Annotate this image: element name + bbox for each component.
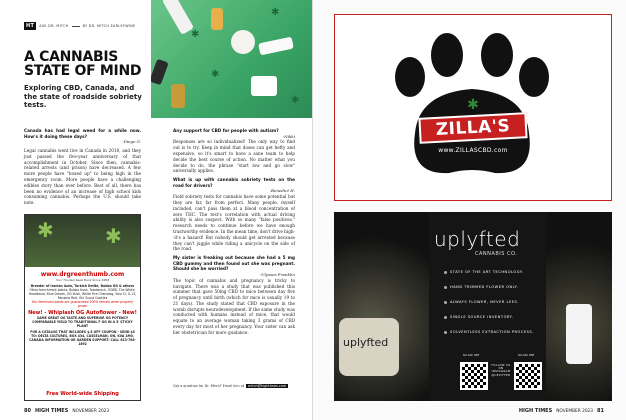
svg-text:✱: ✱	[467, 97, 479, 113]
cannabis-leaf-icon: ✱	[191, 29, 200, 40]
question-three-signature: -Benedict H.	[269, 188, 295, 194]
ad-url[interactable]: www.drgreenthumb.com	[40, 271, 125, 278]
tube-image	[162, 0, 194, 35]
bullet-icon	[444, 316, 447, 319]
column-name: ASK DR. MITCH	[39, 24, 69, 28]
column-one	[24, 128, 141, 206]
bullet-icon	[444, 331, 447, 334]
jar-image	[231, 30, 255, 54]
zillas-url[interactable]: www.ZILLASCBD.com	[438, 147, 508, 154]
oil-bottle-image	[171, 84, 185, 108]
column-two	[173, 128, 295, 336]
brand-name: HIGH TIMES	[518, 408, 553, 414]
answer-one: Legal cannabis went live in Canada in 2018, and they just passed the five-year anniversary of that accomplishment in October. Since then, cannabis-related arrests (and prison) have decreased. A few more people have "boxed up" to being high in the emergency room. More people have a challenging edibles story than ever before. Best of all, there has been no evidence of an increase of high school kids consuming cannabis. Perhaps the U.S. should take note.	[24, 147, 141, 206]
bullet-icon	[444, 301, 447, 304]
uplyfted-subtitle: CANNABIS CO.	[475, 251, 518, 257]
left-folio	[24, 408, 109, 414]
question-one-signature: -Diego G.	[122, 139, 141, 145]
ask-question-line	[173, 384, 293, 388]
paw-logo-icon	[335, 15, 611, 200]
question-four: My sister is freaking out because she had a 5 mg CBD gummy and then found out she was pregnant. Should she be worried?	[173, 255, 295, 272]
zillas-wordmark: ZILLA'S	[435, 116, 511, 140]
ad-shipping: Free World-wide Shipping	[46, 391, 119, 397]
ask-prefix: Got a question for Dr. Mitch? Email him at	[173, 384, 245, 388]
cannabis-leaf-icon: ✱	[105, 224, 122, 248]
issue-date: NOVEMBER 2023	[72, 408, 110, 414]
byline: BY DR. MITCH EARLEYWINE	[82, 24, 136, 28]
issue-date: NOVEMBER 2023	[556, 408, 594, 414]
brand-name: HIGH TIMES	[34, 408, 69, 414]
cannabis-leaf-icon: ✱	[211, 69, 220, 80]
page-number: 81	[597, 408, 604, 414]
scan-label: SCAN ME	[518, 353, 535, 357]
question-two: Any support for CBD for people with autism?	[173, 128, 279, 133]
answer-two: Responses are so individualized! The only way to find out is to try. Keep in mind that doses can get hefty and expensive, so it's smart to have a sane team to help decide the best course of action. No matter what you decide to do, the phrase "start low and go slow" universally applies.	[173, 139, 295, 174]
uplyfted-ad[interactable]	[334, 212, 612, 401]
zillas-ad[interactable]	[334, 14, 612, 201]
dark-bottle-image	[151, 59, 169, 86]
package-photo	[566, 304, 592, 364]
ad-quality: Our feminized seeds are guaranteed 100% female when properly grown	[31, 300, 134, 308]
right-folio	[519, 408, 604, 414]
answer-four: The topic of cannabis and pregnancy is tricky to navigate. There was a study that was published this summer that gave 50mg CBD to mice between day five of pregnancy until birth (which for mice is usually 19 to 21 days). The study stated that CBD exposure in the womb disrupts neurodevelopment. If the same study was conducted with humans instead of mice, that would equate to an average woman taking 3 grams of CBD every day for most of her pregnancy. Your sister can ask her obstetrician for more guidance.	[173, 277, 295, 335]
qr-code[interactable]	[460, 362, 488, 390]
feature-item: SINGLE SOURCE INVENTORY.	[444, 315, 513, 319]
dropper-bottle-image	[211, 8, 223, 30]
cream-tube-image	[258, 37, 294, 56]
ask-email[interactable]: mitch@hightimes.com	[248, 384, 287, 388]
page-number: 80	[24, 408, 31, 414]
feature-item: STATE OF THE ART TECHNOLOGY.	[444, 270, 523, 274]
right-page	[313, 0, 626, 420]
cannabis-leaf-icon: ✱	[37, 218, 54, 242]
dr-greenthumb-ad[interactable]	[24, 214, 141, 401]
cbd-products-photo	[151, 0, 313, 118]
answer-three: Field sobriety tests for cannabis have some potential but they are far, far from perfect. Many people, myself included, can't pass them at a blood concentration of zero THC. The test's correlation with actual driving ability is also suspect. With so many "false positives," research needs to continue before we have enough trustworthy evidence. In the mean time, don't drive high--it's a hazard! But nobody should get arrested because they can't juggle while riding a unicycle on the side of the road.	[173, 194, 295, 252]
feature-item: SOLVENTLESS EXTRACTION PROCESS.	[444, 330, 534, 334]
section-tag: HT	[26, 23, 35, 29]
follow-instagram: FOLLOW US ON INSTAGRAM @UPLYFTED	[491, 364, 511, 377]
ad-breeder: Breeder of Iranian Auto, Turkish Delite, Bubba OG & others	[30, 284, 135, 288]
ad-description: SAME GREAT OG TASTE AND SUPERIOR OG POTENCY COMPARABLE YIELD TO TRADITIONAL F OG IN A 3' STICKY PLANT	[32, 316, 133, 328]
ad-strains: Other benchmark plants: Bubba Kush, Toadwreck, OGBB, The White, Headband, Blue Dream, OG Kush, White Fire Chemdog, Sour D, G-13, Panama Red, Girl Scout Cookies	[28, 288, 137, 300]
ad-tagline: Your Trusted Seed Bank Since 1998	[55, 278, 110, 282]
ad-new-product: New! - Whiplash OG Autoflower - New!	[28, 310, 137, 316]
box-image	[251, 76, 277, 96]
header-rule	[72, 26, 80, 27]
cannabis-leaf-icon: ✱	[291, 95, 300, 106]
bullet-icon	[444, 286, 447, 289]
article-subtitle: Exploring CBD, Canada, and the state of roadside sobriety tests.	[24, 84, 142, 109]
question-three: What is up with cannabis sobriety tests on the road for drivers?	[173, 177, 295, 188]
question-four-signature: -Ulysses Franklin	[259, 271, 295, 277]
scan-label: SCAN ME	[463, 353, 480, 357]
question-two-signature: -Nikki	[282, 133, 295, 139]
feature-item: HAND TRIMMED FLOWER ONLY.	[444, 285, 518, 289]
cannabis-leaf-icon: ✱	[271, 7, 280, 18]
ad-catalog: FOR A CATALOG THAT INCLUDES $.5 OFF COUPON - SEND $5 TO: DELTA CULTURES, BOX 434, CASSELMAN, ON, K0A 1M0, CANADA INFORMATION OR GARDEN SUPPORT: CALL 613-764-1892	[29, 330, 136, 346]
feature-item: ALWAYS FLOWER, NEVER LEES.	[444, 300, 519, 304]
jar-photo	[339, 318, 399, 376]
qr-code[interactable]	[514, 362, 542, 390]
uplyfted-logo: uplyfted	[434, 227, 521, 251]
cannabis-plants-photo	[25, 215, 140, 267]
article-title: A CANNABIS STATE OF MIND	[24, 49, 142, 79]
bullet-icon	[444, 271, 447, 274]
column-header	[24, 22, 136, 30]
jar-label: uplyfted	[343, 336, 389, 349]
question-one: Canada has had legal weed for a while now. How's it doing these days?	[24, 128, 141, 139]
